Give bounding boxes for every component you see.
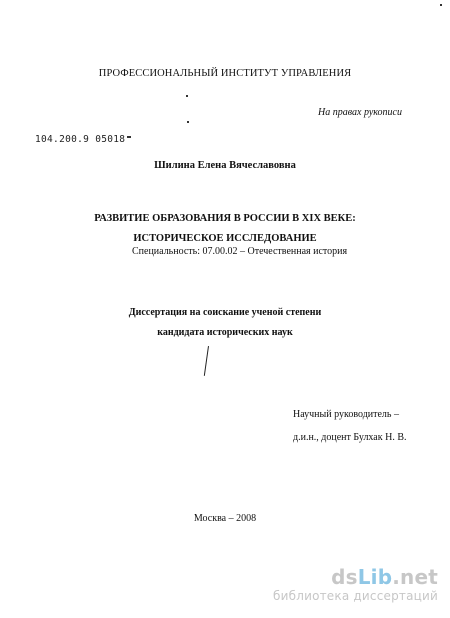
title-line-2: ИСТОРИЧЕСКОЕ ИССЛЕДОВАНИЕ — [133, 233, 317, 244]
pen-stroke — [204, 346, 209, 376]
supervisor-line-2: д.и.н., доцент Булхак Н. В. — [293, 432, 407, 443]
degree-statement — [0, 303, 450, 343]
title-line-1: РАЗВИТИЕ ОБРАЗОВАНИЯ В РОССИИ В XIX ВЕКЕ: — [94, 213, 356, 224]
city-year: Москва – 2008 — [193, 513, 257, 524]
author-name: Шилина Елена Вячеславовна — [154, 160, 296, 171]
logo-ds: ds — [331, 565, 358, 589]
scan-speck — [127, 136, 131, 138]
institute-name: ПРОФЕССИОНАЛЬНЫЙ ИНСТИТУТ УПРАВЛЕНИЯ — [98, 68, 352, 79]
watermark-logo — [273, 566, 438, 588]
supervisor-block — [293, 403, 407, 449]
supervisor-line-1: Научный руководитель – — [293, 409, 399, 420]
logo-lib: Lib — [357, 565, 393, 589]
manuscript-rights: На правах рукописи — [318, 107, 402, 118]
scan-speck — [187, 121, 189, 123]
scan-speck — [440, 4, 442, 6]
logo-net: .net — [392, 565, 438, 589]
watermark-subtitle: библиотека диссертаций — [273, 589, 438, 603]
dissertation-title — [0, 209, 450, 249]
scan-speck — [186, 95, 188, 97]
degree-line-1: Диссертация на соискание ученой степени — [128, 307, 322, 318]
degree-line-2: кандидата исторических наук — [157, 327, 293, 338]
archive-code: 104.200.9 05018 — [35, 134, 126, 145]
dslib-watermark — [273, 566, 438, 604]
specialty: Специальность: 07.00.02 – Отечественная история — [132, 246, 348, 257]
